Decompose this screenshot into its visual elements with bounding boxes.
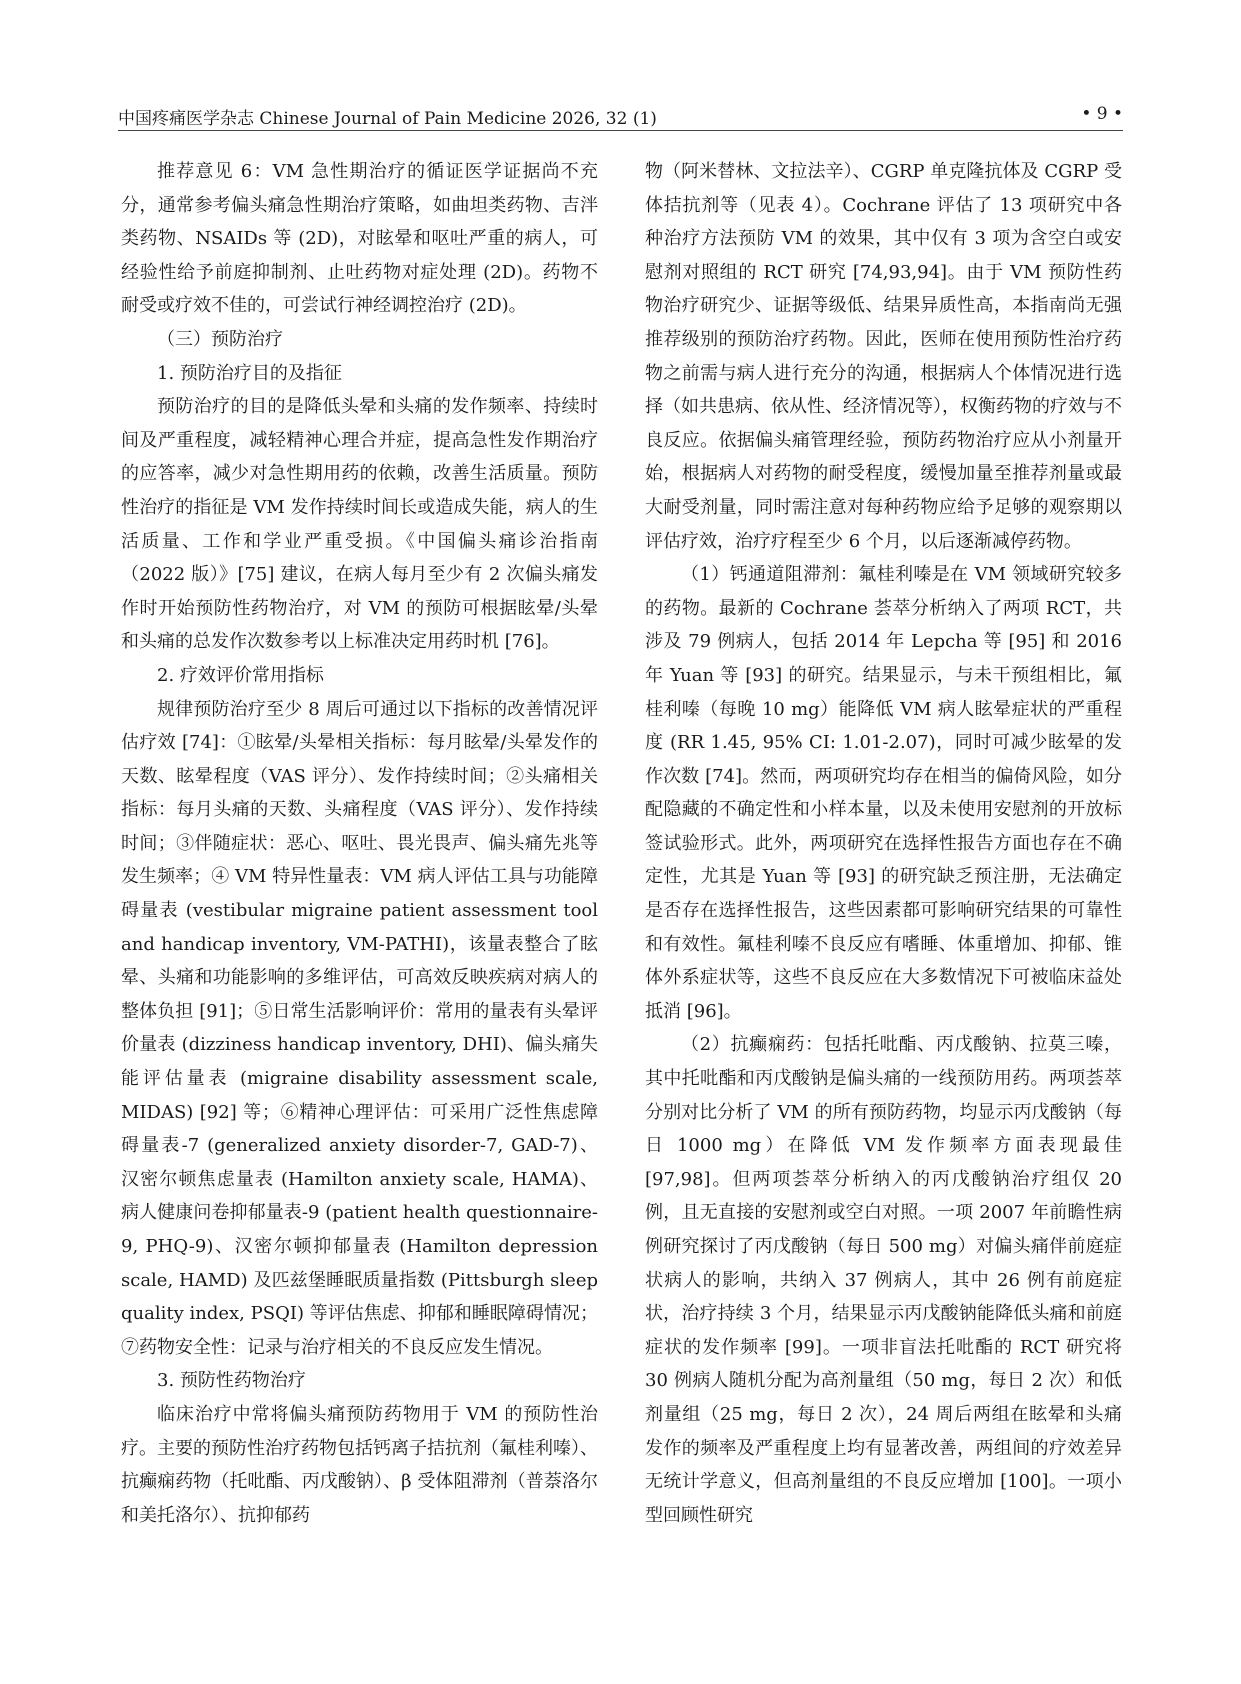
journal-citation: 中国疼痛医学杂志 Chinese Journal of Pain Medicine 2026, 32 (1) <box>118 109 657 129</box>
paragraph-calcium-blockers: （1）钙通道阻滞剂：氟桂利嗪是在 VM 领域研究较多的药物。最新的 Cochrane 荟萃分析纳入了两项 RCT，共涉及 79 例病人，包括 2014 年 Lepcha 等 [95] 和 2016 年 Yuan 等 [93] 的研究。结果显示，与未干预组相比，氟桂利嗪（每晚 10 mg）能降低 VM 病人眩晕症状的严重程度 (RR 1.45, 95% CI: 1.01-2.07)，同时可减少眩晕的发作次数 [74]。然而，两项研究均存在相当的偏倚风险，如分配隐藏的不确定性和小样本量，以及未使用安慰剂的开放标签试验形式。此外，两项研究在选择性报告方面也存在不确定性，尤其是 Yuan 等 [93] 的研究缺乏预注册，无法确定是否存在选择性报告，这些因素都可影响研究结果的可靠性和有效性。氟桂利嗪不良反应有嗜睡、体重增加、抑郁、锥体外系症状等，这些不良反应在大多数情况下可被临床益处抵消 [96]。 <box>645 564 1122 1022</box>
running-header <box>118 100 1123 131</box>
paragraph-drug-therapy: 临床治疗中常将偏头痛预防药物用于 VM 的预防性治疗。主要的预防性治疗药物包括钙离子拮抗剂（氟桂利嗪）、抗癫痫药物（托吡酯、丙戊酸钠）、β 受体阻滞剂（普萘洛尔和美托洛尔）、抗抑郁药 <box>121 1403 598 1526</box>
section-heading-prevention: （三）预防治疗 <box>157 328 283 350</box>
recommendation-6: 推荐意见 6：VM 急性期治疗的循证医学证据尚不充分，通常参考偏头痛急性期治疗策略，如曲坦类药物、吉泮类药物、NSAIDs 等 (2D)，对眩晕和呕吐严重的病人，可经验性给予前庭抑制剂、止吐药物对症处理 (2D)。药物不耐受或疗效不佳的，可尝试行神经调控治疗 (2D)。 <box>121 161 598 317</box>
paragraph-efficacy: 规律预防治疗至少 8 周后可通过以下指标的改善情况评估疗效 [74]：①眩晕/头晕相关指标：每月眩晕/头晕发作的天数、眩晕程度（VAS 评分）、发作持续时间；②头痛相关指标：每月头痛的天数、头痛程度（VAS 评分）、发作持续时间；③伴随症状：恶心、呕吐、畏光畏声、偏头痛先兆等发生频率；④ VM 特异性量表：VM 病人评估工具与功能障碍量表 (vestibular migraine patient assessment tool and handicap inventory, VM-PATHI)，该量表整合了眩晕、头痛和功能影响的多维评估，可高效反映疾病对病人的整体负担 [91]；⑤日常生活影响评价：常用的量表有头晕评价量表 (dizziness handicap inventory, DHI)、偏头痛失能评估量表 (migraine disability assessment scale, MIDAS) [92] 等；⑥精神心理评估：可采用广泛性焦虑障碍量表-7 (generalized anxiety disorder-7, GAD-7)、汉密尔顿焦虑量表 (Hamilton anxiety scale, HAMA)、病人健康问卷抑郁量表-9 (patient health questionnaire-9, PHQ-9)、汉密尔顿抑郁量表 (Hamilton depression scale, HAMD) 及匹兹堡睡眠质量指数 (Pittsburgh sleep quality index, PSQI) 等评估焦虑、抑郁和睡眠障碍情况；⑦药物安全性：记录与治疗相关的不良反应发生情况。 <box>121 698 598 1358</box>
left-column <box>121 155 598 1532</box>
paragraph-continued: 物（阿米替林、文拉法辛）、CGRP 单克隆抗体及 CGRP 受体拮抗剂等（见表 4）。Cochrane 评估了 13 项研究中各种治疗方法预防 VM 的效果，其中仅有 3 项为含空白或安慰剂对照组的 RCT 研究 [74,93,94]。由于 VM 预防性药物治疗研究少、证据等级低、结果异质性高，本指南尚无强推荐级别的预防治疗药物。因此，医师在使用预防性治疗药物之前需与病人进行充分的沟通，根据病人个体情况进行选择（如共患病、依从性、经济情况等），权衡药物的疗效与不良反应。依据偏头痛管理经验，预防药物治疗应从小剂量开始，根据病人对药物的耐受程度，缓慢加量至推荐剂量或最大耐受剂量，同时需注意对每种药物应给予足够的观察期以评估疗效，治疗疗程至少 6 个月，以后逐渐减停药物。 <box>645 161 1122 552</box>
right-column <box>645 155 1122 1532</box>
subheading-efficacy: 2. 疗效评价常用指标 <box>157 664 324 686</box>
paragraph-antiepileptics: （2）抗癫痫药：包括托吡酯、丙戊酸钠、拉莫三嗪，其中托吡酯和丙戊酸钠是偏头痛的一线预防用药。两项荟萃分别对比分析了 VM 的所有预防药物，均显示丙戊酸钠（每日 1000 mg）在降低 VM 发作频率方面表现最佳 [97,98]。但两项荟萃分析纳入的丙戊酸钠治疗组仅 20 例，且无直接的安慰剂或空白对照。一项 2007 年前瞻性病例研究探讨了丙戊酸钠（每日 500 mg）对偏头痛伴前庭症状病人的影响，共纳入 37 例病人，其中 26 例有前庭症状，治疗持续 3 个月，结果显示丙戊酸钠能降低头痛和前庭症状的发作频率 [99]。一项非盲法托吡酯的 RCT 研究将 30 例病人随机分配为高剂量组（50 mg，每日 2 次）和低剂量组（25 mg，每日 2 次），24 周后两组在眩晕和头痛发作的频率及严重程度上均有显著改善，两组间的疗效差异无统计学意义，但高剂量组的不良反应增加 [100]。一项小型回顾性研究 <box>645 1034 1122 1526</box>
page-number: • 9 • <box>1081 104 1123 124</box>
subheading-goals: 1. 预防治疗目的及指征 <box>157 362 342 384</box>
paragraph-goals: 预防治疗的目的是降低头晕和头痛的发作频率、持续时间及严重程度，减轻精神心理合并症，提高急性发作期治疗的应答率，减少对急性期用药的依赖，改善生活质量。预防性治疗的指征是 VM 发作持续时间长或造成失能，病人的生活质量、工作和学业严重受损。《中国偏头痛诊治指南（2022 版）》[75] 建议，在病人每月至少有 2 次偏头痛发作时开始预防性药物治疗，对 VM 的预防可根据眩晕/头晕和头痛的总发作次数参考以上标准决定用药时机 [76]。 <box>121 396 598 653</box>
subheading-drug-therapy: 3. 预防性药物治疗 <box>157 1370 306 1392</box>
